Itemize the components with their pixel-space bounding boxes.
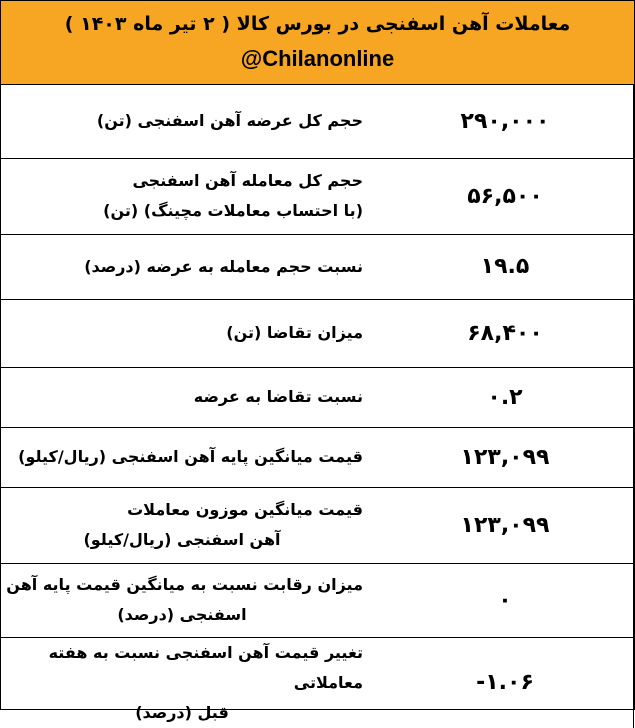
table-row: [1, 563, 634, 637]
row-label-line: قیمت میانگین موزون معاملات: [127, 500, 363, 519]
row-label: [1, 563, 377, 637]
row-label: [1, 234, 377, 299]
table-header: [1, 1, 634, 85]
table-title: معاملات آهن اسفنجی در بورس کالا ( ۲ تیر ماه ۱۴۰۳ ): [64, 13, 571, 35]
row-label-line: اسفنجی (درصد): [117, 605, 247, 624]
row-label-line: حجم کل معامله آهن اسفنجی: [132, 171, 363, 190]
row-label-line: قبل (درصد): [135, 702, 229, 722]
table-row: [1, 427, 634, 487]
table-row: [1, 367, 634, 427]
row-label: [1, 637, 377, 728]
row-value: ۰.۲: [377, 367, 634, 427]
table-row: [1, 234, 634, 299]
row-label: [1, 367, 377, 427]
row-label-line: آهن اسفنجی (ریال/کیلو): [83, 530, 281, 549]
row-label-line: میزان تقاضا (تن): [226, 323, 363, 342]
row-label-line: قیمت میانگین پایه آهن اسفنجی (ریال/کیلو): [18, 447, 363, 466]
row-label: [1, 158, 377, 234]
row-value: ۲۹۰,۰۰۰: [377, 85, 634, 158]
row-value: ۱۲۳,۰۹۹: [377, 427, 634, 487]
row-label: [1, 85, 377, 158]
row-label-line: نسبت حجم معامله به عرضه (درصد): [84, 256, 363, 276]
row-label: [1, 487, 377, 563]
table-row: [1, 487, 634, 563]
row-value: ۱۹.۵: [377, 234, 634, 299]
stats-table: [1, 85, 634, 728]
row-label-line: تغییر قیمت آهن اسفنجی نسبت به هفته معاملاتی: [48, 642, 363, 692]
table-row: [1, 158, 634, 234]
row-value: -۱.۰۶: [377, 637, 634, 728]
row-label-line: نسبت تقاضا به عرضه: [193, 387, 363, 406]
table-row: [1, 85, 634, 158]
table-row: [1, 637, 634, 728]
row-value: ۵۶,۵۰۰: [377, 158, 634, 234]
row-label: [1, 427, 377, 487]
row-label: [1, 299, 377, 367]
row-label-line: حجم کل عرضه آهن اسفنجی (تن): [96, 111, 363, 131]
row-value: ۶۸,۴۰۰: [377, 299, 634, 367]
row-value: ۰: [377, 563, 634, 637]
table-row: [1, 299, 634, 367]
row-value: ۱۲۳,۰۹۹: [377, 487, 634, 563]
row-label-line: میزان رقابت نسبت به میانگین قیمت پایه آهن: [6, 575, 363, 594]
row-label-line: (با احتساب معاملات مچینگ) (تن): [103, 201, 363, 220]
channel-handle: @Chilanonline: [240, 46, 395, 71]
